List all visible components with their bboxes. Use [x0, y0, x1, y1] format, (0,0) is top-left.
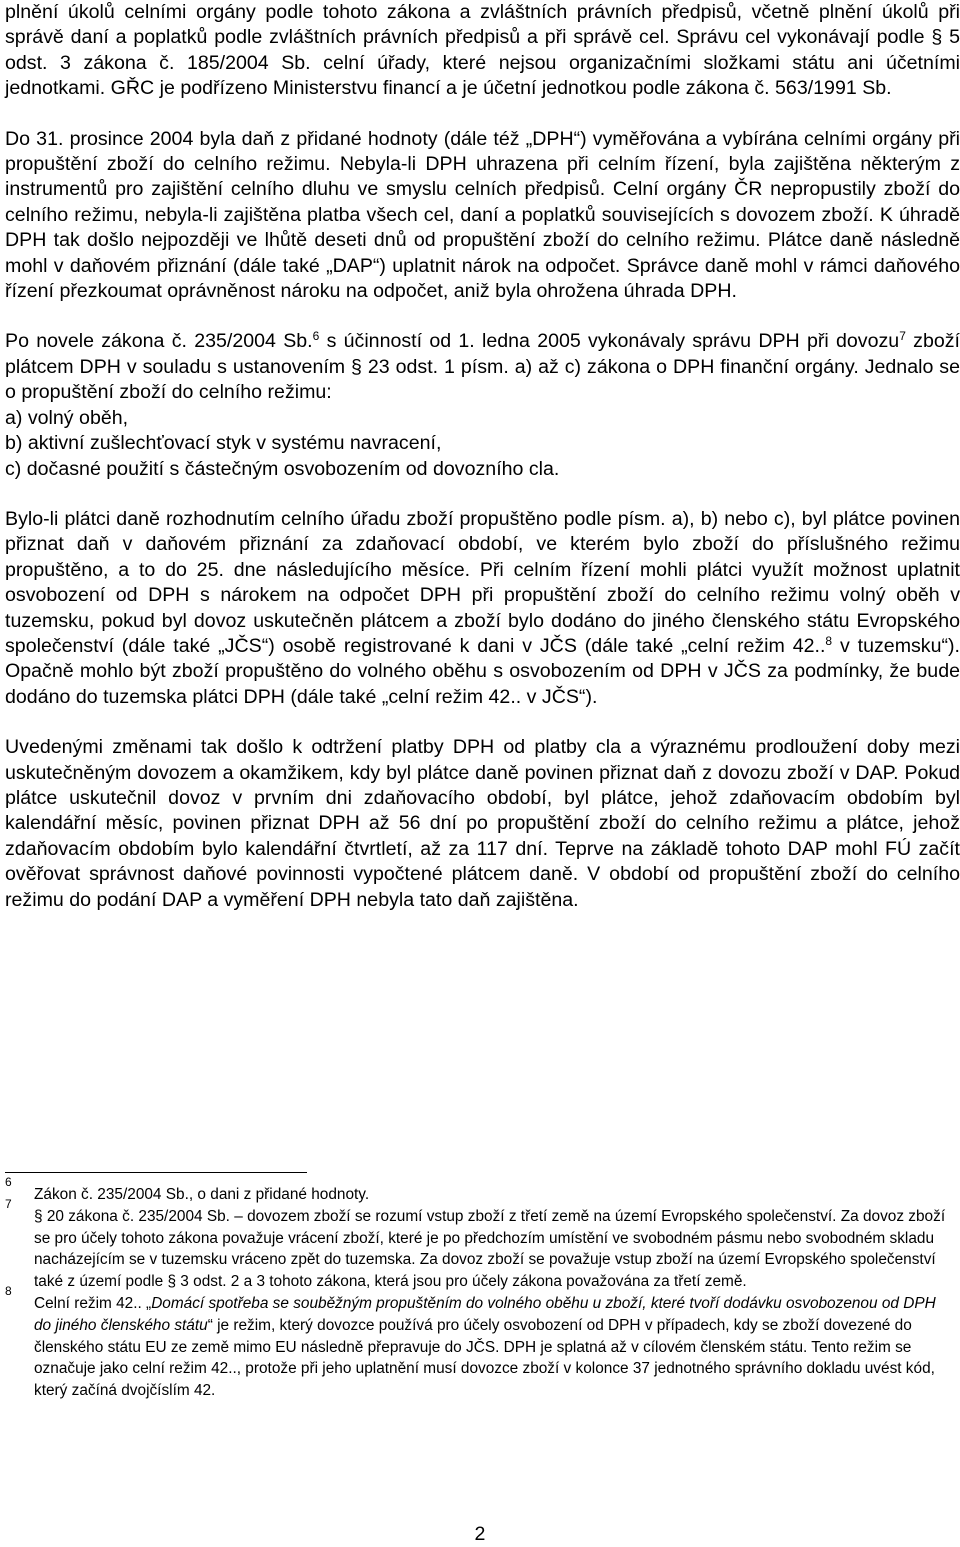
footnotes — [5, 1175, 950, 1402]
footnote-text: § 20 zákona č. 235/2004 Sb. – dovozem zboží se rozumí vstup zboží z třetí země na území Evropského společenství. Za dovoz zboží se pro účely tohoto zákona považuje vrácení zboží, které je po předchozím umístění ve svobodném pásmu nebo svobodném skladu nacházejícím se v tuzemsku vráceno zpět do tuzemska. Za dovoz zboží se považuje vstup zboží na území Evropského společenství také z území podle § 3 odst. 2 a 3 tohoto zákona, která jsou pro účely zákona považována za třetí země. — [34, 1207, 946, 1291]
regime-list — [5, 406, 960, 482]
footnote-text: “ je režim, který dovozce používá pro účely osvobození od DPH v případech, kdy se zboží dovezené do členského státu EU ze země mimo EU následně přepravuje do JČS. DPH je splatná až v cílovém členském státu. Tento režim se označuje jako celní režim 42.., protože při jeho uplatnění musí dovozce zboží v kolonce 37 jednotného správního dokladu uvést kód, který začíná dvojčíslím 42. — [34, 1316, 935, 1400]
paragraph-text: Bylo-li plátci daně rozhodnutím celního úřadu zboží propuštěno podle písm. a), b) nebo c), byl plátce povinen přiznat daň v daňovém přiznání za zdaňovací období, ve kterém bylo zboží do příslušného režimu propuštěno, a to do 25. dne následujícího měsíce. Při celním řízení mohli plátci využít možnost uplatnit osvobození od DPH s nárokem na odpočet DPH při propuštění zboží do celního režimu volný oběh v tuzemsku, pokud byl dovoz uskutečněn plátcem a zboží bylo dodáno do jiného členského státu Evropského společenství (dále také „JČS“) osobě registrované k dani v JČS (dále také „celní režim 42.. — [5, 507, 960, 657]
footnote-number: 8 — [5, 1283, 12, 1298]
list-item: b) aktivní zušlechťovací styk v systému navracení, — [5, 432, 442, 455]
paragraph-novela-zakona — [5, 329, 960, 405]
footnote-7 — [5, 1196, 950, 1293]
footnote-text: Celní režim 42.. „ — [34, 1294, 152, 1312]
paragraph-text: v tuzemsku“). Opačně mohlo být zboží propuštěno do volného oběhu s osvobozením od DPH v JČS za podmínky, že bude dodáno do tuzemska plátci DPH (dále také „celní režim 42.. v JČS“). — [5, 634, 960, 708]
footnote-number: 7 — [5, 1196, 12, 1211]
list-item: c) dočasné použití s částečným osvobozením od dovozního cla. — [5, 457, 560, 480]
footnote-italic-text: Domácí spotřeba se souběžným propuštěním do volného oběhu u zboží, které tvoří dodávku osvobozenou od DPH do jiného členského státu — [34, 1294, 936, 1334]
list-item: a) volný oběh, — [5, 406, 129, 429]
footnote-ref-7: 7 — [899, 329, 906, 344]
footnote-ref-8: 8 — [825, 633, 833, 648]
paragraph-odtrzeni-platby: Uvedenými změnami tak došlo k odtržení platby DPH od platby cla a výraznému prodloužení doby mezi uskutečněným dovozem a okamžikem, kdy byl plátce daně povinen přiznat daň z dovozu zboží v DAP. Pokud plátce uskutečnil dovoz v prvním dni zdaňovacího období, byl plátce, jehož zdaňovacím obdobím byl kalendářní měsíc, povinen přiznat DPH až 56 dní po propuštění zboží do celního režimu a plátce, jehož zdaňovacím obdobím bylo kalendářní čtvrtletí, až za 117 dní. Teprve na základě tohoto DAP mohl FÚ začít ověřovat správnost daňové povinnosti vypočtené plátcem daně. V období od propuštění zboží do celního režimu do podání DAP a vyměření DPH nebyla tato daň zajištěna. — [5, 736, 960, 911]
footnote-ref-6: 6 — [312, 329, 320, 344]
footnote-6 — [5, 1175, 950, 1206]
footnote-8 — [5, 1283, 950, 1402]
paragraph-text: s účinností od 1. ledna 2005 vykonávaly správu DPH při dovozu — [319, 330, 900, 353]
paragraph-text: zboží plátcem DPH v souladu s ustanovením § 23 odst. 1 písm. a) až c) zákona o DPH finanční orgány. Jednalo se o propuštění zboží do celního režimu: — [5, 330, 960, 404]
paragraph-dph-do-2004: Do 31. prosince 2004 byla daň z přidané hodnoty (dále též „DPH“) vyměřována a vybírána celními orgány při propuštění zboží do celního režimu. Nebyla-li DPH uhrazena při celním řízení, byla zajištěna některým z instrumentů pro zajištění celního dluhu ve smyslu celních předpisů. Celní orgány ČR nepropustily zboží do celního režimu, nebyla-li zajištěna platba všech cel, daní a poplatků souvisejících s dovozem zboží. K úhradě DPH tak došlo nejpozději ve lhůtě deseti dnů od propuštění zboží do celního režimu. Plátce daně následně mohl v daňovém přiznání (dále také „DAP“) uplatnit nárok na odpočet. Správce daně mohl v rámci daňového řízení přezkoumat oprávněnost nároku na odpočet, aniž byla ohrožena úhrada DPH. — [5, 127, 960, 303]
paragraph-text: Po novele zákona č. 235/2004 Sb. — [5, 330, 313, 353]
footnote-separator — [5, 1172, 307, 1173]
footnote-number: 6 — [5, 1175, 12, 1189]
page-number: 2 — [474, 1523, 486, 1545]
document-body — [5, 0, 960, 913]
footnote-text: Zákon č. 235/2004 Sb., o dani z přidané hodnoty. — [34, 1186, 370, 1203]
paragraph-propusteni-zbozi — [5, 507, 960, 710]
paragraph-celni-sprava: plnění úkolů celními orgány podle tohoto zákona a zvláštních právních předpisů, včetně plnění úkolů při správě daní a poplatků podle zvláštních právních předpisů a při správě cel. Správu cel vykonávají podle § 5 odst. 3 zákona č. 185/2004 Sb. celní úřady, které nejsou organizačními složkami státu ani účetními jednotkami. GŘC je podřízeno Ministerstvu financí a je účetní jednotkou podle zákona č. 563/1991 Sb. — [5, 1, 960, 100]
